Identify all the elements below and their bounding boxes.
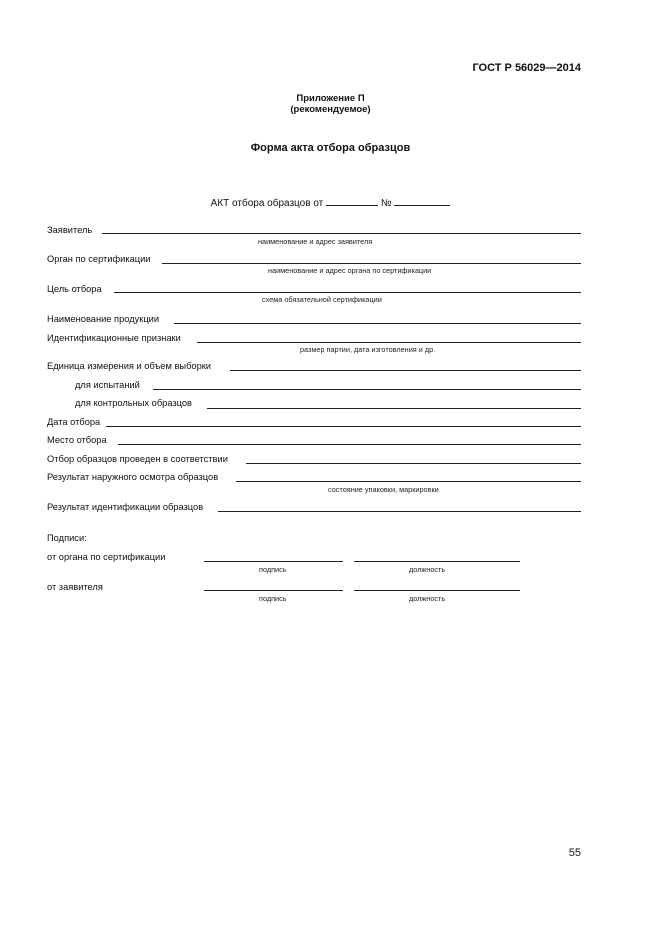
cert-body-position-field[interactable] [354,561,520,562]
purpose-hint: схема обязательной сертификации [262,295,382,304]
id-result-label: Результат идентификации образцов [47,502,204,512]
for-tests-field[interactable] [153,389,581,390]
act-prefix: АКТ отбора образцов от [210,198,324,209]
identification-label: Идентификационные признаки [47,333,181,343]
product-field[interactable] [174,323,581,324]
cert-body-field[interactable] [162,263,581,264]
signatures-title: Подписи: [47,533,87,543]
for-tests-label: для испытаний [75,380,140,390]
identification-field[interactable] [197,342,581,343]
unit-label: Единица измерения и объем выборки [47,361,211,371]
unit-field[interactable] [230,370,581,371]
applicant-signature-hint: подпись [259,594,287,603]
inspection-label: Результат наружного осмотра образцов [47,472,219,482]
applicant-position-hint: должность [409,594,446,603]
date-field[interactable] [106,426,581,427]
for-control-field[interactable] [207,408,581,409]
applicant-signature-field[interactable] [204,590,343,591]
cert-body-position-hint: должность [409,565,446,574]
inspection-field[interactable] [236,481,581,482]
for-control-label: для контрольных образцов [75,398,192,408]
applicant-field[interactable] [102,233,581,234]
conducted-label: Отбор образцов проведен в соответствии [47,454,228,464]
place-label: Место отбора [47,435,107,445]
annex-status: (рекомендуемое) [290,104,371,115]
applicant-signer-label: от заявителя [47,582,103,592]
cert-body-signature-hint: подпись [259,565,287,574]
page-number: 55 [568,847,581,859]
standard-number: ГОСТ Р 56029—2014 [472,62,581,74]
form-title: Форма акта отбора образцов [250,142,411,154]
act-number-sign: № [380,198,392,209]
purpose-field[interactable] [114,292,581,293]
product-label: Наименование продукции [47,314,160,324]
applicant-label: Заявитель [47,225,93,235]
annex-title: Приложение П [296,93,365,104]
applicant-position-field[interactable] [354,590,520,591]
cert-body-signature-field[interactable] [204,561,343,562]
cert-body-hint: наименование и адрес органа по сертификации [268,266,432,275]
id-result-field[interactable] [218,511,581,512]
applicant-hint: наименование и адрес заявителя [258,237,373,246]
place-field[interactable] [118,444,581,445]
cert-body-signer-label: от органа по сертификации [47,552,166,562]
act-number-field[interactable] [394,196,450,206]
conducted-field[interactable] [246,463,581,464]
cert-body-label: Орган по сертификации [47,254,151,264]
identification-hint: размер партии, дата изготовления и др. [300,345,436,354]
act-heading [0,196,661,209]
purpose-label: Цель отбора [47,284,102,294]
act-date-field[interactable] [326,196,378,206]
date-label: Дата отбора [47,417,101,427]
inspection-hint: состояние упаковки, маркировки [328,485,439,494]
